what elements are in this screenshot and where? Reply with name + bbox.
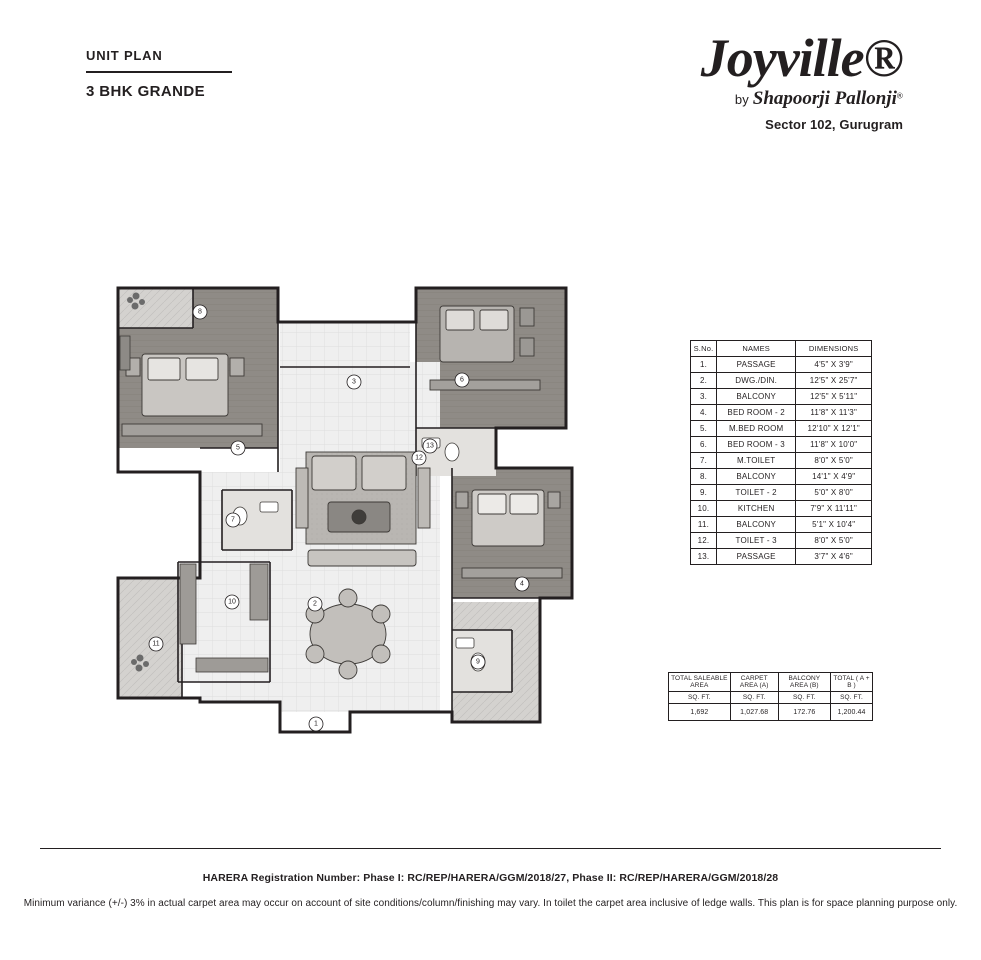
cell-name: DWG./DIN. — [716, 373, 795, 389]
disclaimer-note: Minimum variance (+/-) 3% in actual carpet area may occur on account of site conditions/column/finishing may vary. In toilet the carpet area inclusive of ledge walls. This plan is for space planning purpose only. — [23, 898, 958, 909]
area-units-row — [669, 692, 873, 704]
cell-sno: 2. — [691, 373, 717, 389]
cell-dim: 7'9" X 11'11" — [796, 501, 872, 517]
table-row — [691, 405, 872, 421]
svg-text:10: 10 — [228, 598, 236, 606]
area-value-balcony: 172.76 — [778, 704, 830, 721]
table-row — [691, 533, 872, 549]
table-row — [691, 517, 872, 533]
cell-dim: 8'0" X 5'0" — [796, 453, 872, 469]
brand-location: Sector 102, Gurugram — [765, 117, 903, 132]
cell-sno: 11. — [691, 517, 717, 533]
cell-dim: 5'0" X 8'0" — [796, 485, 872, 501]
header-divider — [86, 71, 232, 73]
cell-sno: 12. — [691, 533, 717, 549]
table-header-row — [691, 341, 872, 357]
cell-name: PASSAGE — [716, 549, 795, 565]
cell-name: PASSAGE — [716, 357, 795, 373]
table-row — [691, 357, 872, 373]
cell-sno: 3. — [691, 389, 717, 405]
table-row — [691, 437, 872, 453]
cell-dim: 5'1" X 10'4" — [796, 517, 872, 533]
area-values-row — [669, 704, 873, 721]
cell-name: BED ROOM - 2 — [716, 405, 795, 421]
page-title: 3 BHK GRANDE — [86, 83, 205, 100]
area-unit-3: SQ. FT. — [831, 692, 873, 704]
brand-registered-icon: ® — [863, 28, 903, 88]
col-dimensions: DIMENSIONS — [796, 341, 872, 357]
brand-block — [623, 30, 903, 132]
cell-name: BALCONY — [716, 517, 795, 533]
svg-text:2: 2 — [313, 600, 317, 608]
table-row — [691, 485, 872, 501]
table-row — [691, 501, 872, 517]
cell-sno: 13. — [691, 549, 717, 565]
svg-text:13: 13 — [426, 442, 434, 450]
area-unit-0: SQ. FT. — [669, 692, 731, 704]
cell-name: BALCONY — [716, 389, 795, 405]
floor-plan-drawing — [100, 262, 600, 762]
table-row — [691, 389, 872, 405]
cell-dim: 11'8" X 10'0" — [796, 437, 872, 453]
area-header-carpet: CARPET AREA (A) — [730, 673, 778, 692]
cell-sno: 4. — [691, 405, 717, 421]
cell-name: BED ROOM - 3 — [716, 437, 795, 453]
brand-name: Joyville — [700, 28, 864, 88]
table-row — [691, 469, 872, 485]
cell-dim: 3'7" X 4'6" — [796, 549, 872, 565]
cell-dim: 8'0" X 5'0" — [796, 533, 872, 549]
cell-dim: 12'5" X 25'7" — [796, 373, 872, 389]
cell-dim: 12'10" X 12'1" — [796, 421, 872, 437]
svg-text:4: 4 — [520, 580, 524, 588]
svg-text:11: 11 — [152, 640, 160, 648]
svg-text:5: 5 — [236, 444, 240, 452]
brand-by-label: by — [734, 92, 749, 107]
area-header-total-saleable: TOTAL SALEABLE AREA — [669, 673, 731, 692]
col-sno: S.No. — [691, 341, 717, 357]
cell-sno: 1. — [691, 357, 717, 373]
svg-text:7: 7 — [231, 516, 235, 524]
area-value-total: 1,200.44 — [831, 704, 873, 721]
brand-logo — [623, 30, 903, 86]
cell-name: TOILET - 2 — [716, 485, 795, 501]
harera-registration: HARERA Registration Number: Phase I: RC/REP/HARERA/GGM/2018/27, Phase II: RC/REP/HARERA/GGM/2018/28 — [202, 872, 779, 884]
table-row — [691, 421, 872, 437]
floor-plan-svg — [100, 262, 600, 762]
developer-registered-icon: ® — [896, 91, 903, 101]
table-row — [691, 453, 872, 469]
cell-sno: 9. — [691, 485, 717, 501]
svg-text:1: 1 — [314, 720, 318, 728]
brand-developer: Shapoorji Pallonji — [752, 88, 897, 109]
table-row — [691, 549, 872, 565]
area-header-total: TOTAL ( A + B ) — [831, 673, 873, 692]
header-left — [86, 48, 232, 100]
area-summary-table — [668, 672, 873, 721]
cell-name: BALCONY — [716, 469, 795, 485]
cell-sno: 5. — [691, 421, 717, 437]
cell-sno: 10. — [691, 501, 717, 517]
svg-text:8: 8 — [198, 308, 202, 316]
cell-name: TOILET - 3 — [716, 533, 795, 549]
cell-dim: 14'1" X 4'9" — [796, 469, 872, 485]
cell-dim: 11'8" X 11'3" — [796, 405, 872, 421]
room-schedule-table — [690, 340, 872, 565]
cell-sno: 6. — [691, 437, 717, 453]
area-value-carpet: 1,027.68 — [730, 704, 778, 721]
unit-plan-label: UNIT PLAN — [86, 48, 163, 63]
table-row — [691, 373, 872, 389]
col-names: NAMES — [716, 341, 795, 357]
svg-text:12: 12 — [415, 454, 423, 462]
area-value-total-saleable: 1,692 — [669, 704, 731, 721]
cell-dim: 4'5" X 3'9" — [796, 357, 872, 373]
svg-text:6: 6 — [460, 376, 464, 384]
svg-text:9: 9 — [476, 658, 480, 666]
cell-sno: 7. — [691, 453, 717, 469]
area-header-balcony: BALCONY AREA (B) — [778, 673, 830, 692]
cell-name: KITCHEN — [716, 501, 795, 517]
cell-name: M.BED ROOM — [716, 421, 795, 437]
area-unit-1: SQ. FT. — [730, 692, 778, 704]
cell-dim: 12'5" X 5'11" — [796, 389, 872, 405]
footer-divider — [40, 848, 941, 849]
area-unit-2: SQ. FT. — [778, 692, 830, 704]
cell-sno: 8. — [691, 469, 717, 485]
brand-developer-line — [623, 88, 903, 110]
area-header-row — [669, 673, 873, 692]
svg-text:3: 3 — [352, 378, 356, 386]
cell-name: M.TOILET — [716, 453, 795, 469]
